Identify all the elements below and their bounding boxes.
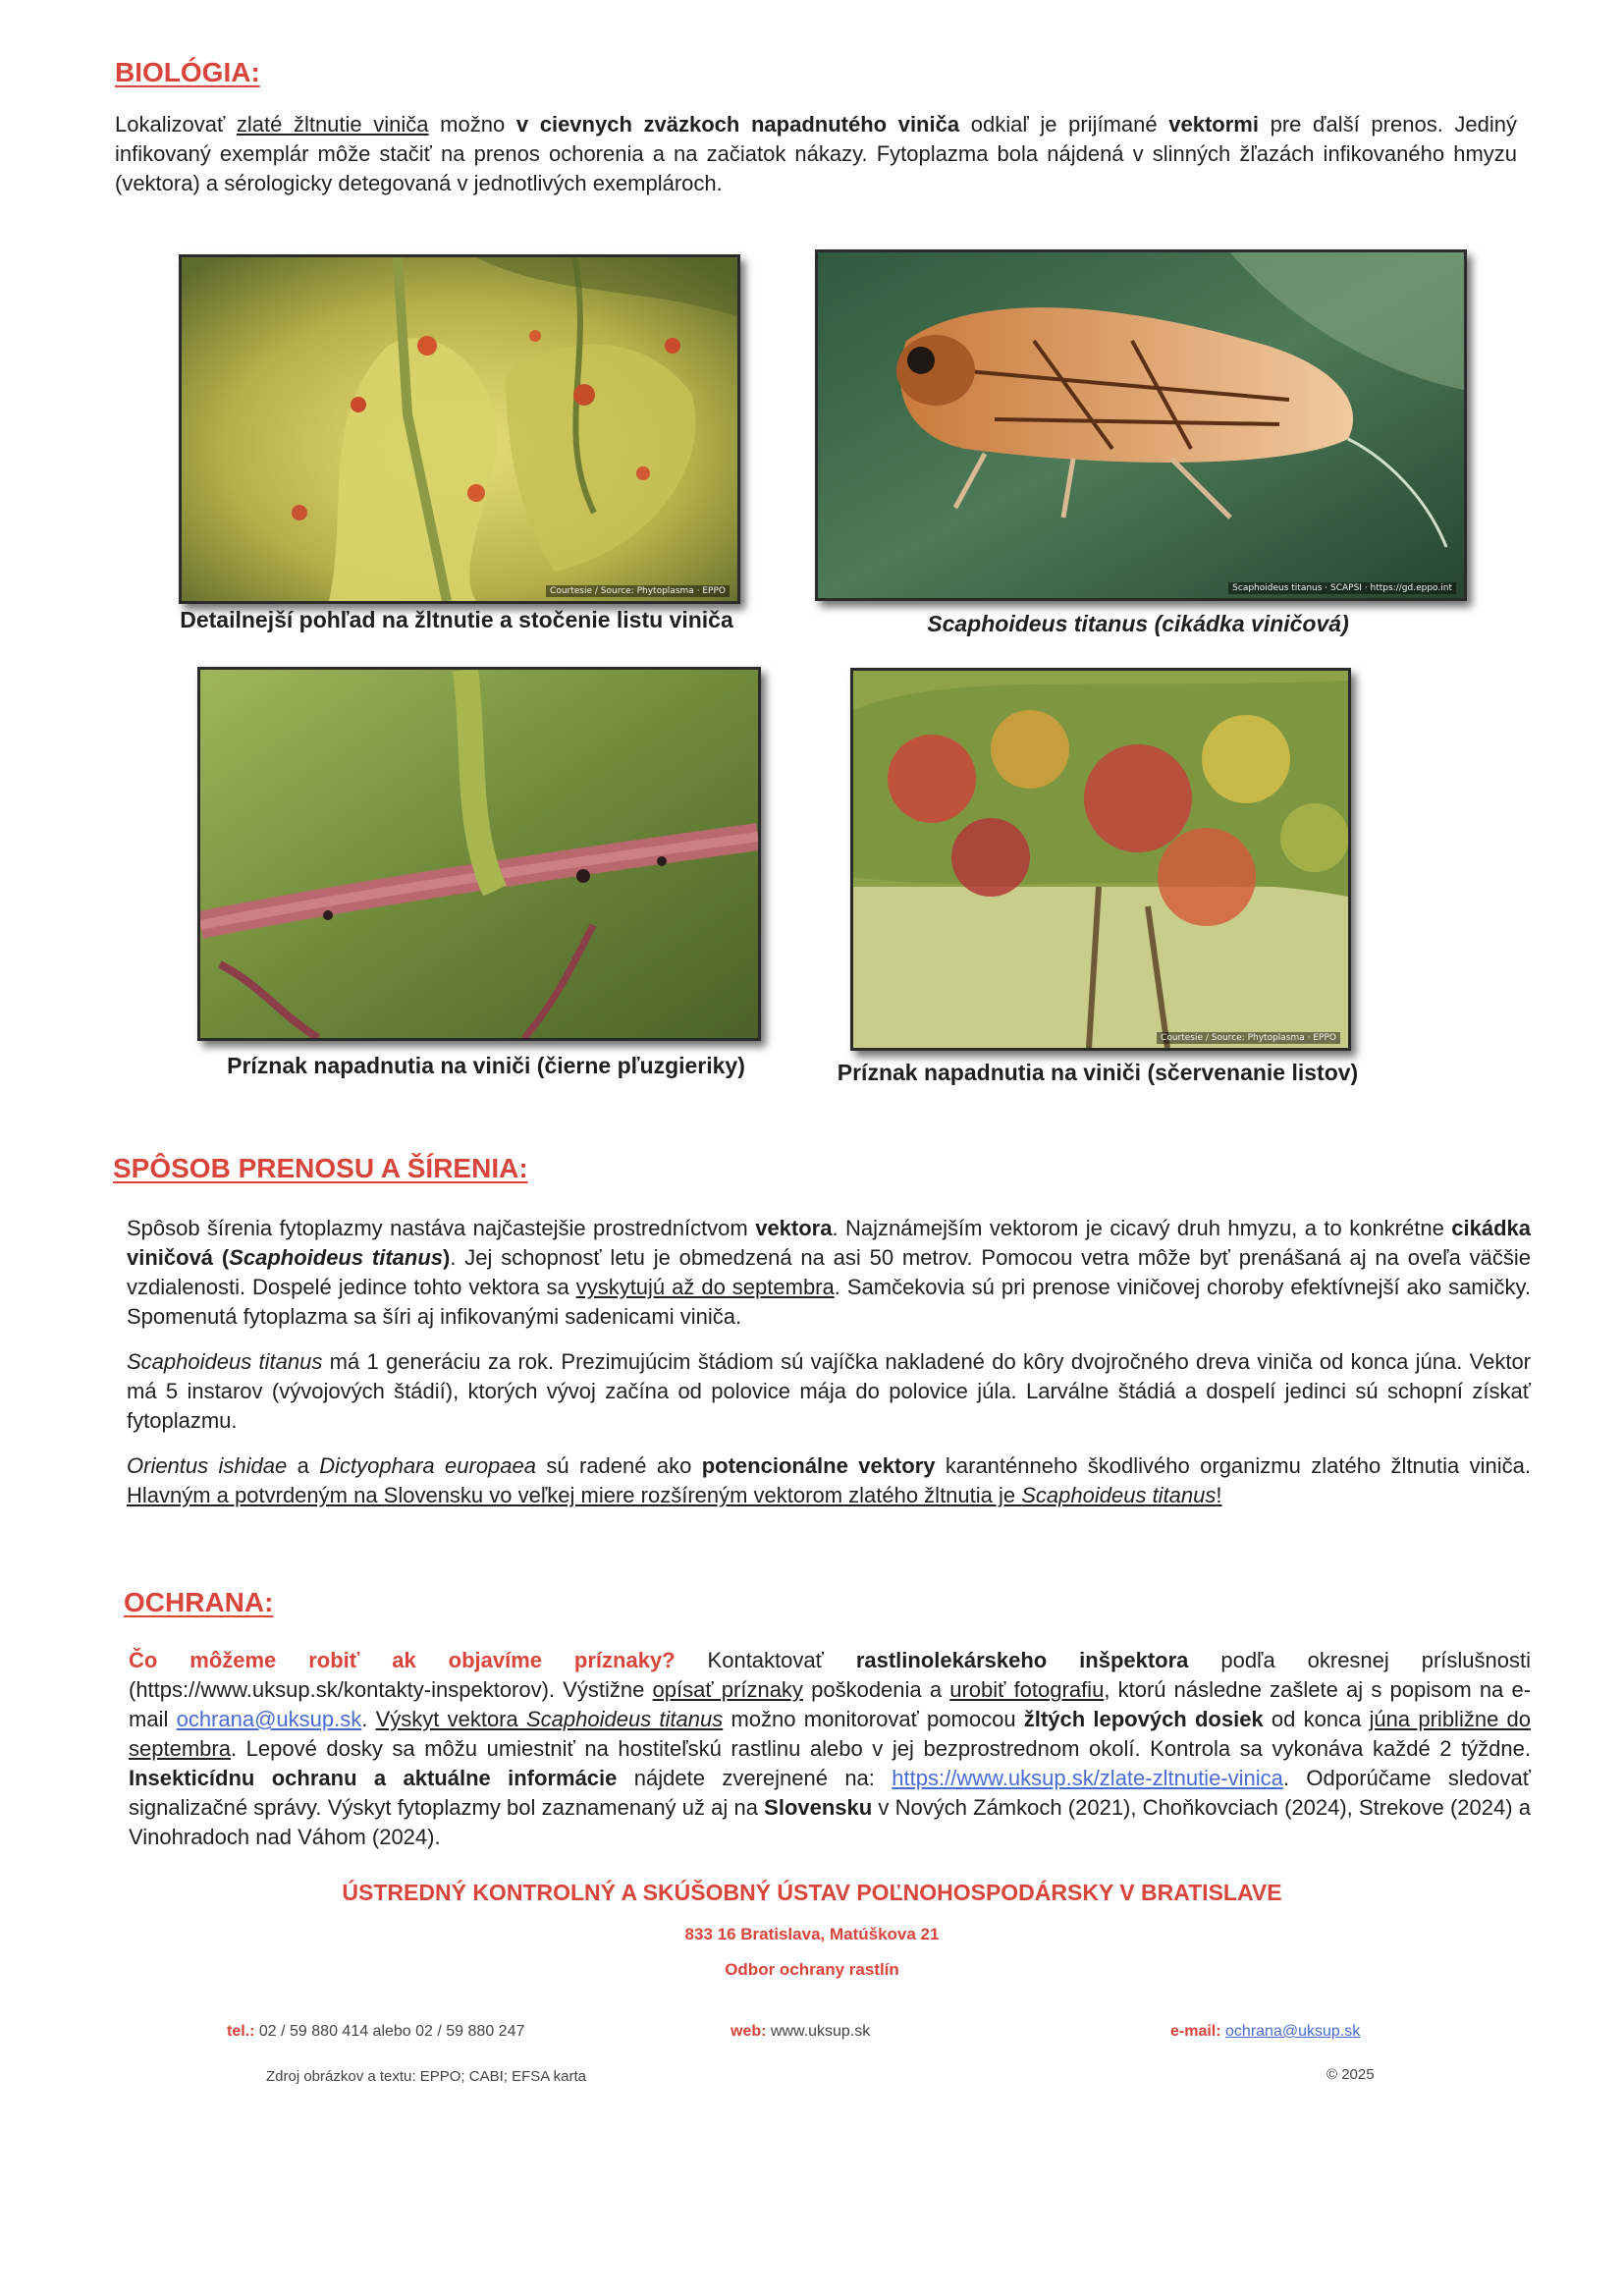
photo-caption-insect: Scaphoideus titanus (cikádka viničová) [927, 611, 1349, 636]
spread-paragraph-2: Scaphoideus titanus má 1 generáciu za rok. Prezimujúcim štádiom sú vajíčka nakladené do kôry dvojročného dreva viniča od konca júna. Vektor má 5 instarov (vývojových štádií), ktorých vývoj začína od polovice mája do polovice júla. Larválne štádiá a dospelí jedinci sú schopní získať fytoplazmu. [127, 1349, 1532, 1433]
insect-photo-illustration [818, 252, 1464, 598]
footer-email-link[interactable]: ochrana@uksup.sk [1225, 2023, 1361, 2040]
photo-caption-vineyard: Príznak napadnutia na viniči (sčervenanie listov) [837, 1060, 1359, 1085]
footer-web: web: www.uksup.sk [731, 2023, 871, 2040]
section-heading-protection: OCHRANA: [124, 1587, 274, 1617]
leaf-photo-illustration [182, 257, 737, 601]
section-heading-spread: SPÔSOB PRENOSU A ŠÍRENIA: [113, 1153, 528, 1183]
stem-photo-illustration [200, 670, 758, 1038]
footer-email: e-mail: ochrana@uksup.sk [1170, 2023, 1361, 2040]
spread-paragraph-1: Spôsob šírenia fytoplazmy nastáva najčastejšie prostredníctvom vektora. Najznámejším vektorom je cicavý druh hmyzu, a to konkrétne cikádka viničová (Scaphoideus titanus). Jej schopnosť letu je obmedzená na asi 50 metrov. Pomocou vetra môže byť prenášaná aj na oveľa väčšie vzdialenosti. Dospelé jedince tohto vektora sa vyskytujú až do septembra. Samčekovia sú pri prenose viničovej choroby efektívnejší ako samičky. Spomenutá fytoplazma sa šíri aj infikovanými sadenicami viniča. [127, 1216, 1531, 1329]
photo-stem-blisters [197, 667, 761, 1041]
photo-credit: Scaphoideus titanus · SCAPSI · https://gd.eppo.int [1228, 582, 1456, 594]
biology-paragraph: Lokalizovať zlaté žltnutie viniča možno v cievnych zväzkoch napadnutého viniča odkiaľ je prijímané vektormi pre ďalší prenos. Jediný infikovaný exemplár môže stačiť na prenos ochorenia a na začiatok nákazy. Fytoplazma bola nájdená v slinných žľazách infikovaného hmyzu (vektora) a sérologicky detegovaná v jednotlivých exemplároch. [115, 112, 1518, 195]
photo-credit: Courtesie / Source: Phytoplasma · EPPO [1157, 1032, 1340, 1044]
photo-leaf-yellowing [179, 254, 740, 604]
footer-telephone: tel.: 02 / 59 880 414 alebo 02 / 59 880 247 [227, 2023, 525, 2040]
protection-url-link[interactable]: https://www.uksup.sk/zlate-zltnutie-vinica [892, 1766, 1283, 1790]
footer-address: 833 16 Bratislava, Matúškova 21 [684, 1925, 940, 1943]
photo-credit: Courtesie / Source: Phytoplasma · EPPO [546, 585, 730, 597]
photo-caption-stem: Príznak napadnutia na viniči (čierne pľuzgieriky) [227, 1053, 745, 1078]
footer-source: Zdroj obrázkov a textu: EPPO; CABI; EFSA karta [266, 2068, 586, 2085]
footer-department: Odbor ochrany rastlín [725, 1960, 899, 1979]
spread-paragraph-3: Orientus ishidae a Dictyophara europaea sú radené ako potencionálne vektory karanténneho škodlivého organizmu zlatého žltnutia viniča. Hlavným a potvrdeným na Slovensku vo veľkej miere rozšíreným vektorom zlatého žltnutia je Scaphoideus titanus! [127, 1453, 1531, 1507]
vineyard-photo-illustration [853, 671, 1348, 1048]
footer-copyright: © 2025 [1326, 2066, 1375, 2083]
photo-scaphoideus-titanus [815, 249, 1467, 601]
protection-email-link[interactable]: ochrana@uksup.sk [176, 1707, 362, 1731]
photo-caption-leaf: Detailnejší pohľad na žltnutie a stočenie listu viniča [180, 607, 733, 632]
section-heading-biology: BIOLÓGIA: [115, 57, 260, 87]
photo-vineyard-reddening [850, 668, 1351, 1051]
footer-organization: ÚSTREDNÝ KONTROLNÝ A SKÚŠOBNÝ ÚSTAV POĽNOHOSPODÁRSKY V BRATISLAVE [342, 1880, 1282, 1905]
protection-paragraph: Čo môžeme robiť ak objavíme príznaky? Kontaktovať rastlinolekárskeho inšpektora podľa okresnej príslušnosti (https://www.uksup.sk/kontakty-inspektorov). Výstižne opísať príznaky poškodenia a urobiť fotografiu, ktorú následne zašlete aj s popisom na e-mail ochrana@uksup.sk. Výskyt vektora Scaphoideus titanus možno monitorovať pomocou žltých lepových dosiek od konca júna približne do septembra. Lepové dosky sa môžu umiestniť na hostiteľskú rastlinu alebo v jej bezprostrednom okolí. Kontrola sa vykonáva každé 2 týždne. Insekticídnu ochranu a aktuálne informácie nájdete zverejnené na: https://www.uksup.sk/zlate-zltnutie-vinica. Odporúčame sledovať signalizačné správy. Výskyt fytoplazmy bol zaznamenaný už aj na Slovensku v Nových Zámkoch (2021), Choňkovciach (2024), Strekove (2024) a Vinohradoch nad Váhom (2024). [129, 1648, 1532, 1849]
